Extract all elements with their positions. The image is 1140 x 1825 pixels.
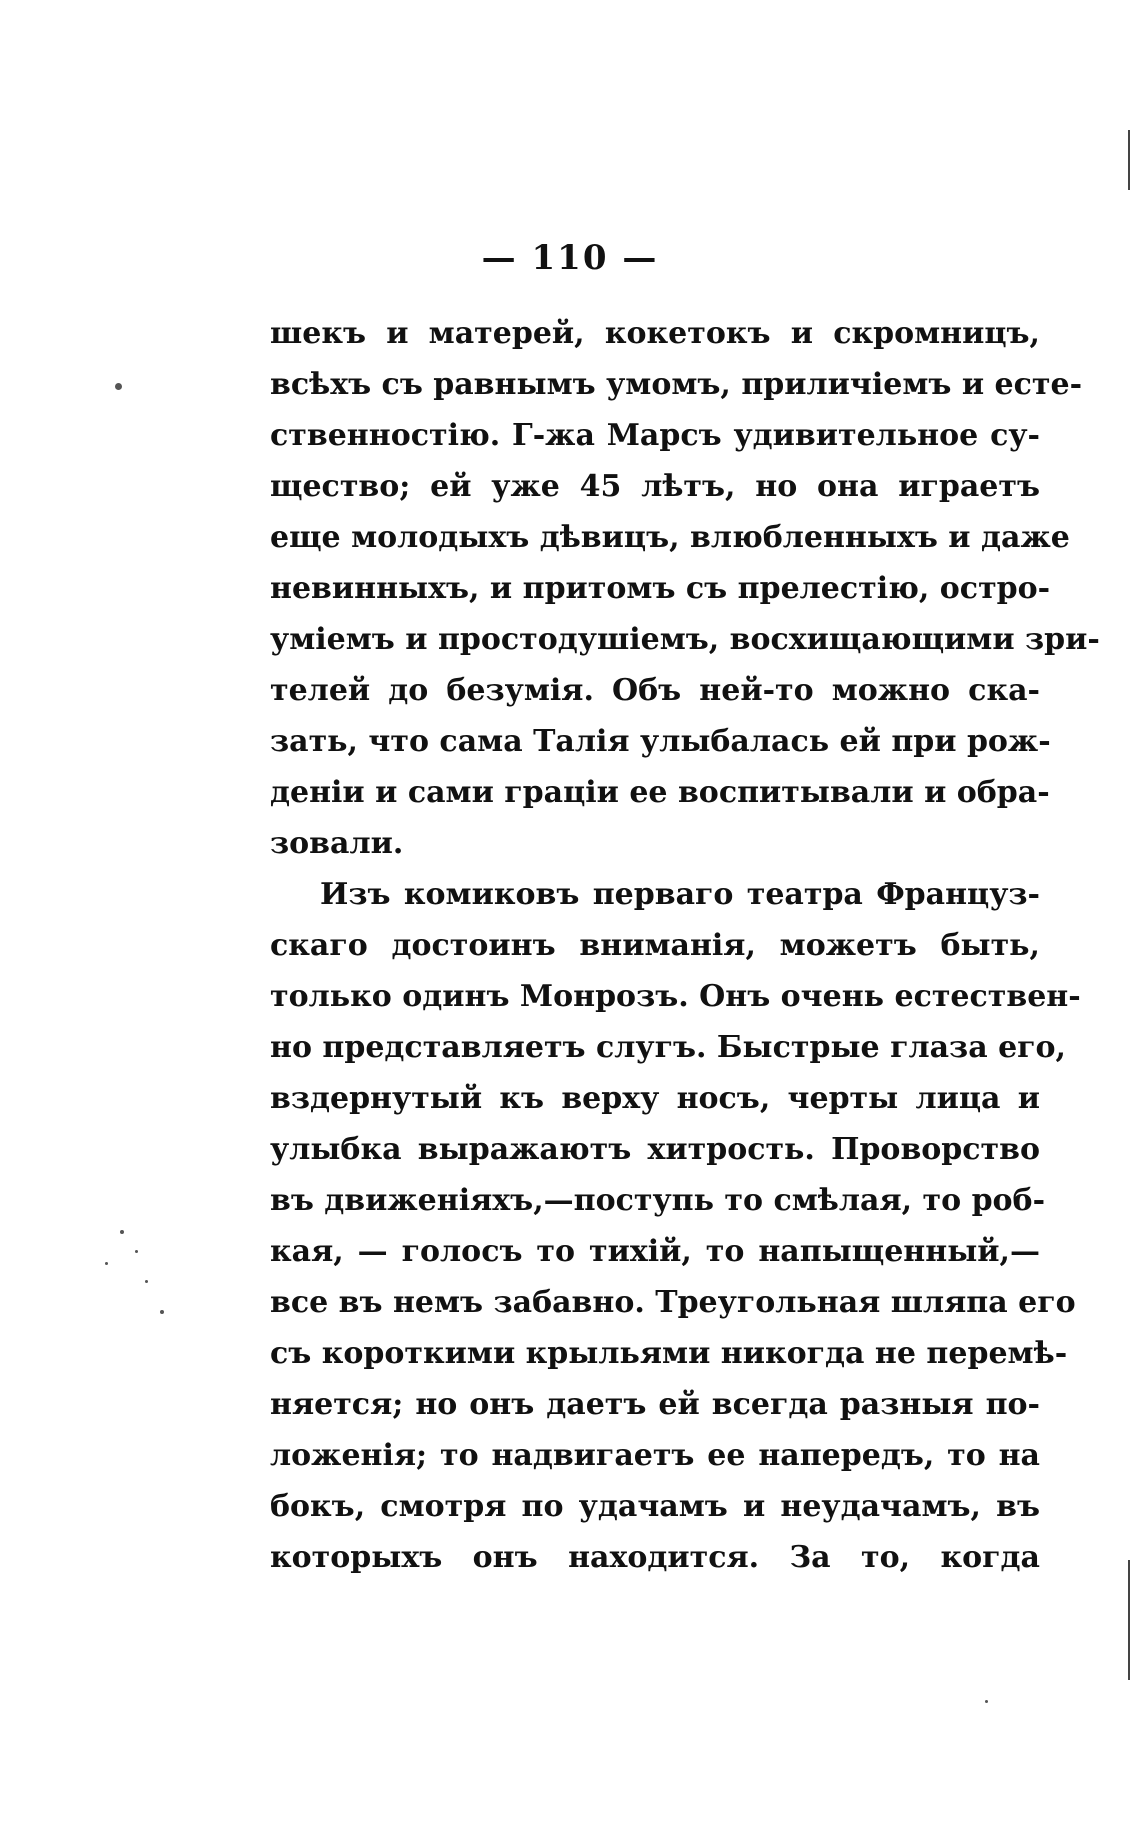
text-line: но представляетъ слугъ. Быстрые глаза его, <box>270 1030 1066 1065</box>
text-line: щество; ей уже 45 лѣтъ, но она играетъ <box>270 469 1040 504</box>
text-line: улыбка выражаютъ хитрость. Проворство <box>270 1132 1040 1167</box>
scan-speck <box>120 1230 124 1234</box>
text-line: только одинъ Монрозъ. Онъ очень естествен- <box>270 979 1081 1014</box>
scan-speck <box>115 383 122 390</box>
paragraph-2 <box>270 869 1081 1583</box>
text-line: няется; но онъ даетъ ей всегда разныя по- <box>270 1387 1040 1422</box>
text-line: вздернутый къ верху носъ, черты лица и <box>270 1081 1040 1116</box>
text-line: которыхъ онъ находится. За то, когда <box>270 1540 1040 1575</box>
text-line: скаго достоинъ вниманія, можетъ быть, <box>270 928 1040 963</box>
text-line: невинныхъ, и притомъ съ прелестію, остро- <box>270 571 1051 606</box>
text-line: уміемъ и простодушіемъ, восхищающими зри- <box>270 622 1100 657</box>
text-line: зовали. <box>270 826 404 861</box>
text-line: Изъ комиковъ перваго театра Француз- <box>320 877 1040 912</box>
scan-speck <box>160 1310 164 1314</box>
text-line: деніи и сами граціи ее воспитывали и обра- <box>270 775 1050 810</box>
text-line: телей до безумія. Объ ней-то можно ска- <box>270 673 1040 708</box>
scan-speck <box>985 1700 988 1703</box>
scan-edge-line <box>1128 1560 1130 1680</box>
text-line: бокъ, смотря по удачамъ и неудачамъ, въ <box>270 1489 1040 1524</box>
scan-speck <box>145 1280 148 1283</box>
text-line: съ короткими крыльями никогда не перемѣ- <box>270 1336 1068 1371</box>
page-number: — 110 — <box>481 238 659 278</box>
paragraph-1 <box>270 308 1100 869</box>
text-line: еще молодыхъ дѣвицъ, влюбленныхъ и даже <box>270 520 1070 555</box>
text-line: ственностію. Г-жа Марсъ удивительное су- <box>270 418 1040 453</box>
text-line: всѣхъ съ равнымъ умомъ, приличіемъ и есте- <box>270 367 1083 402</box>
text-line: кая, — голосъ то тихій, то напыщенный,— <box>270 1234 1040 1269</box>
scan-speck <box>105 1262 108 1265</box>
text-line: ложенія; то надвигаетъ ее напередъ, то на <box>270 1438 1040 1473</box>
scan-speck <box>135 1250 138 1253</box>
text-line: все въ немъ забавно. Треугольная шляпа его <box>270 1285 1076 1320</box>
scan-edge-line <box>1128 130 1130 190</box>
text-line: въ движеніяхъ,—поступь то смѣлая, то роб- <box>270 1183 1046 1218</box>
body-text <box>270 308 1100 1583</box>
text-line: зать, что сама Талія улыбалась ей при рож- <box>270 724 1051 759</box>
text-line: шекъ и матерей, кокетокъ и скромницъ, <box>270 316 1040 351</box>
